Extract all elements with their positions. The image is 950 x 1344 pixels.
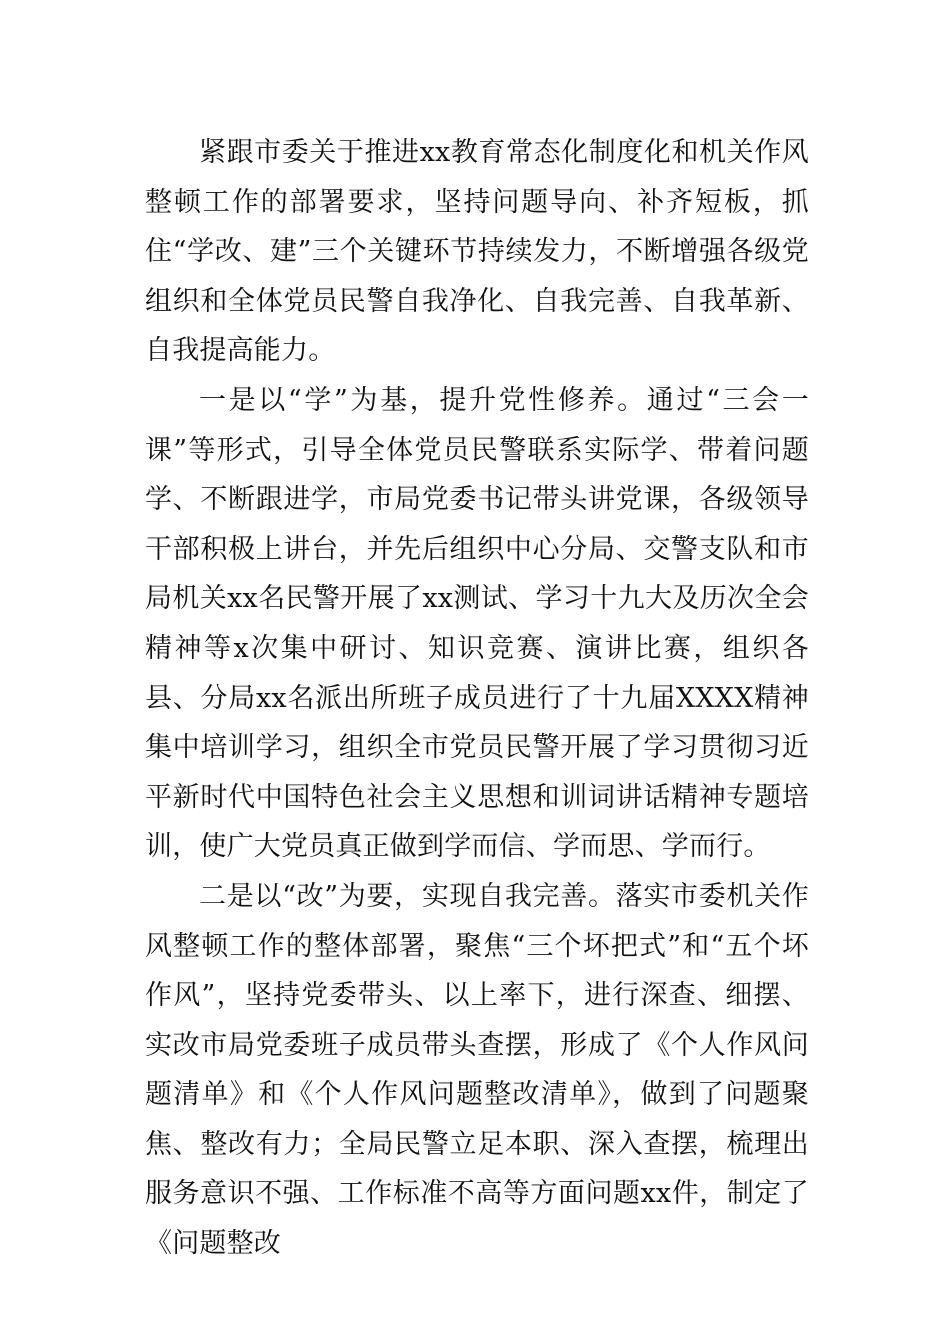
paragraph-reform: 二是以“改”为要，实现自我完善。落实市委机关作风整顿工作的整体部署，聚焦“三个坏把式”和“五个坏作风”，坚持党委带头、以上率下，进行深查、细摆、实改市局党委班子成员带头查摆，形成了《个人作风问题清单》和《个人作风问题整改清单》，做到了问题聚焦、整改有力；全局民警立足本职、深入查摆，梳理出服务意识不强、工作标准不高等方面问题xx件，制定了《问题整改	[145, 880, 809, 1260]
paragraph-study: 一是以“学”为基，提升党性修养。通过“三会一课”等形式，引导全体党员民警联系实际学、带着问题学、不断跟进学，市局党委书记带头讲党课，各级领导干部积极上讲台，并先后组织中心分局、交警支队和市局机关xx名民警开展了xx测试、学习十九大及历次全会精神等x次集中研讨、知识竞赛、演讲比赛，组织各县、分局xx名派出所班子成员进行了十九届XXXX精神集中培训学习，组织全市党员民警开展了学习贯彻习近平新时代中国特色社会主义思想和训词讲话精神专题培训，使广大党员真正做到学而信、学而思、学而行。	[145, 384, 809, 863]
paragraph-intro: 紧跟市委关于推进xx教育常态化制度化和机关作风整顿工作的部署要求，坚持问题导向、补齐短板，抓住“学改、建”三个关键环节持续发力，不断增强各级党组织和全体党员民警自我净化、自我完善、自我革新、自我提高能力。	[145, 137, 809, 367]
document-body	[145, 128, 809, 1269]
